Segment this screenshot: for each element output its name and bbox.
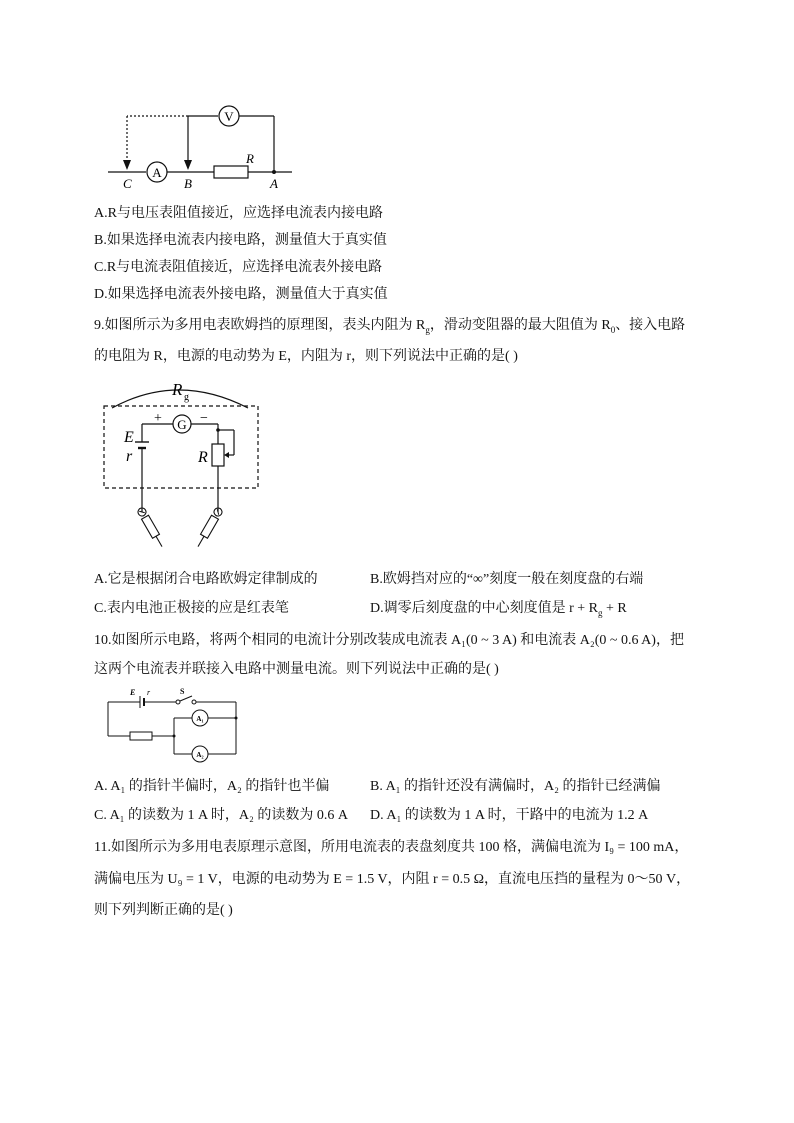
q9-option-c: C.表内电池正极接的应是红表笔 [94, 601, 289, 616]
q10-stem-line2: 这两个电流表并联接入电路中测量电流。则下列说法中正确的是( ) [94, 662, 499, 677]
svg-text:A₂: A₂ [196, 751, 204, 759]
q8-option-b: B.如果选择电流表内接电路，测量值大于真实值 [94, 233, 387, 248]
svg-text:V: V [224, 109, 234, 124]
q11-stem-line3: 则下列判断正确的是( ) [94, 903, 233, 918]
q8-option-d: D.如果选择电流表外接电路，测量值大于真实值 [94, 287, 388, 302]
svg-text:C: C [123, 176, 132, 191]
q9-option-a: A.它是根据闭合电路欧姆定律制成的 [94, 572, 318, 587]
q10-option-a: A. A₁ 的指针半偏时，A₂ 的指针也半偏 [94, 779, 330, 794]
figure-parallel-ammeters-circuit [100, 686, 244, 766]
q9-stem-line1: 9.如图所示为多用电表欧姆挡的原理图，表头内阻为 $R_g$，滑动变阻器的最大阻值为 $R_0$、接入电路 [94, 318, 686, 335]
q10-stem-line1: 10.如图所示电路，将两个相同的电流计分别改装成电流表 A₁(0 ~ 3 A) 和电流表 A₂(0 ~ 0.6 A)，把 [94, 633, 684, 648]
svg-text:E: E [130, 688, 136, 697]
svg-text:R: R [198, 449, 208, 466]
svg-text:B: B [184, 176, 192, 191]
svg-text:r: r [147, 688, 151, 697]
svg-text:A: A [152, 165, 162, 180]
q10-option-b: B. A₁ 的指针还没有满偏时，A₂ 的指针已经满偏 [370, 779, 661, 794]
q9-option-b: B.欧姆挡对应的“∞”刻度一般在刻度盘的右端 [370, 572, 644, 587]
svg-text:A: A [270, 176, 278, 191]
svg-text:R: R [172, 380, 183, 399]
figure-ohmmeter-circuit [98, 378, 268, 560]
svg-text:g: g [184, 392, 189, 403]
svg-text:S: S [180, 687, 185, 696]
black-probe [137, 507, 166, 549]
svg-text:+: + [154, 411, 162, 426]
q10-option-c: C. A₁ 的读数为 1 A 时，A₂ 的读数为 0.6 A [94, 808, 348, 823]
q10-option-d: D. A₁ 的读数为 1 A 时，干路中的电流为 1.2 A [370, 808, 649, 823]
q11-stem-line2: 满偏电压为 U₉ = 1 V，电源的电动势为 E = 1.5 V，内阻 r = 0.5 Ω，直流电压挡的量程为 0～50 V， [94, 872, 691, 887]
svg-text:−: − [200, 411, 208, 426]
svg-text:A₁: A₁ [196, 715, 204, 723]
q11-stem-line1: 11.如图所示为多用电表原理示意图，所用电流表的表盘刻度共 100 格，满偏电流为 I₉ = 100 mA， [94, 840, 689, 855]
resistor-r [214, 166, 248, 178]
svg-text:R: R [246, 151, 254, 166]
q8-option-a: A.R与电压表阻值接近，应选择电流表内接电路 [94, 206, 383, 221]
svg-text:E: E [124, 429, 134, 446]
q8-option-c: C.R与电流表阻值接近，应选择电流表外接电路 [94, 260, 383, 275]
svg-text:G: G [177, 417, 187, 432]
q9-stem-line2: 的电阻为 R，电源的电动势为 E，内阻为 r，则下列说法中正确的是( ) [94, 349, 518, 364]
svg-text:r: r [126, 448, 133, 465]
red-probe [195, 507, 224, 549]
q9-option-d: D.调零后刻度盘的中心刻度值是 $r + R_g + R$ [370, 601, 627, 618]
figure-voltmeter-ammeter-circuit [100, 100, 300, 192]
